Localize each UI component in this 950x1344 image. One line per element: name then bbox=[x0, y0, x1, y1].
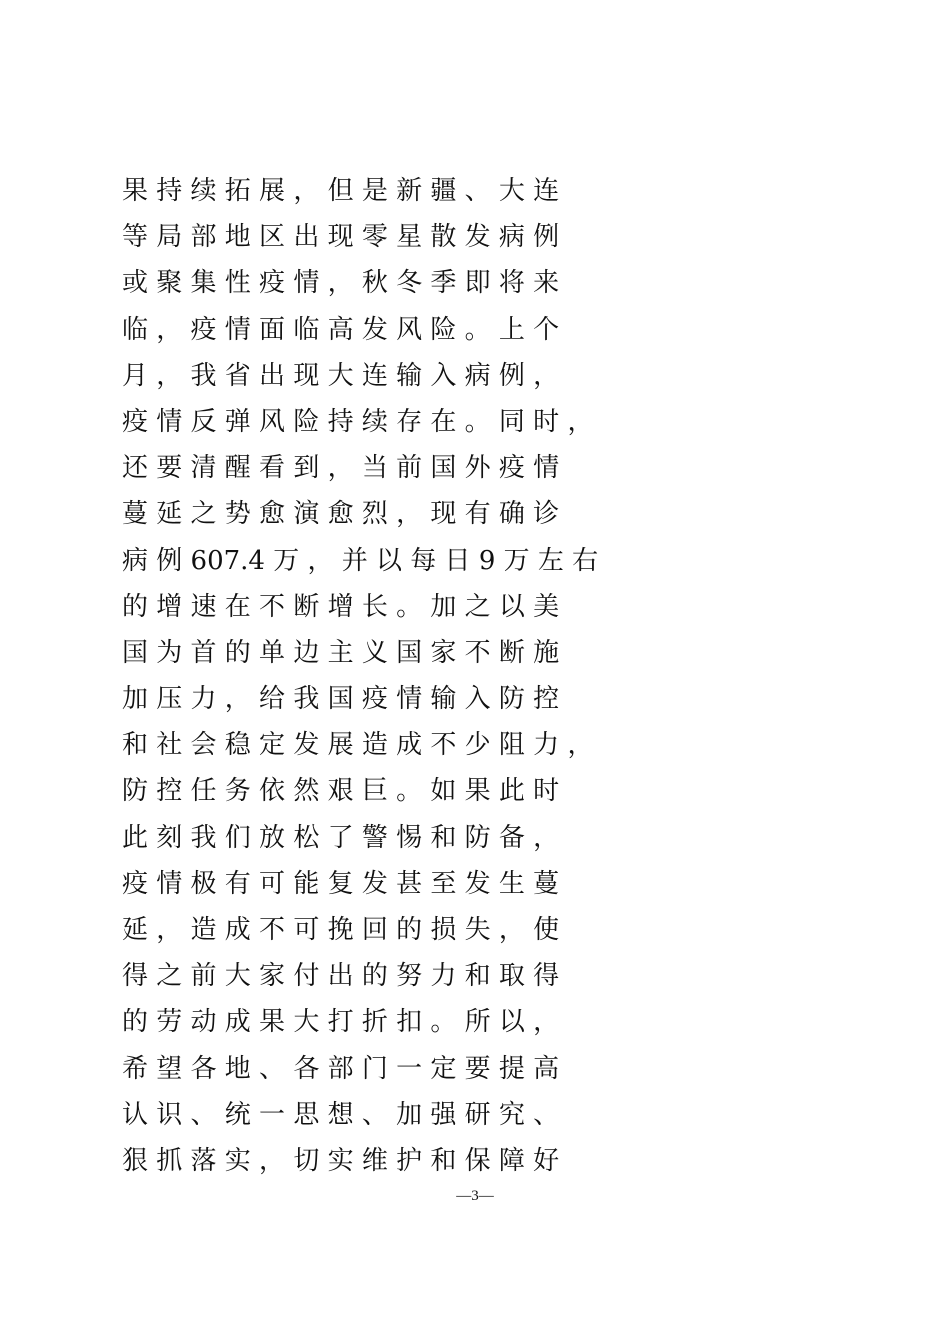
text-line: 病 例 607.4 万 ， 并 以 每 日 9 万 左 右 bbox=[122, 545, 599, 576]
text-line: 蔓 延 之 势 愈 演 愈 烈 ， 现 有 确 诊 bbox=[122, 499, 560, 530]
text-line: 临 ， 疫 情 面 临 高 发 风 险 。 上 个 bbox=[122, 314, 560, 345]
text-line: 此 刻 我 们 放 松 了 警 惕 和 防 备 ， bbox=[122, 822, 560, 853]
text-line: 国 为 首 的 单 边 主 义 国 家 不 断 施 bbox=[122, 637, 560, 668]
text-line: 月 ， 我 省 出 现 大 连 输 入 病 例 ， bbox=[122, 360, 560, 391]
text-line: 和 社 会 稳 定 发 展 造 成 不 少 阻 力 ， bbox=[122, 730, 594, 761]
text-line: 加 压 力 ， 给 我 国 疫 情 输 入 防 控 bbox=[122, 684, 560, 715]
text-line: 还 要 清 醒 看 到 ， 当 前 国 外 疫 情 bbox=[122, 453, 560, 484]
text-line: 的 劳 动 成 果 大 打 折 扣 。 所 以 ， bbox=[122, 1007, 560, 1038]
text-line: 狠 抓 落 实 ， 切 实 维 护 和 保 障 好 bbox=[122, 1145, 560, 1176]
text-line: 希 望 各 地 、 各 部 门 一 定 要 提 高 bbox=[122, 1053, 560, 1084]
text-line: 疫 情 反 弹 风 险 持 续 存 在 。 同 时 ， bbox=[122, 406, 594, 437]
text-line: 疫 情 极 有 可 能 复 发 甚 至 发 生 蔓 bbox=[122, 868, 560, 899]
text-line: 的 增 速 在 不 断 增 长 。 加 之 以 美 bbox=[122, 591, 560, 622]
text-line: 果 持 续 拓 展 ， 但 是 新 疆 、 大 连 bbox=[122, 176, 560, 206]
text-line: 延 ， 造 成 不 可 挽 回 的 损 失 ， 使 bbox=[122, 915, 560, 945]
text-line: 或 聚 集 性 疫 情 ， 秋 冬 季 即 将 来 bbox=[122, 268, 560, 299]
text-line: 防 控 任 务 依 然 艰 巨 。 如 果 此 时 bbox=[122, 776, 560, 807]
page-number: —3— bbox=[456, 1188, 494, 1204]
text-line: 得 之 前 大 家 付 出 的 努 力 和 取 得 bbox=[122, 961, 560, 992]
text-line: 等 局 部 地 区 出 现 零 星 散 发 病 例 bbox=[122, 222, 560, 253]
text-line: 认 识 、 统 一 思 想 、 加 强 研 究 、 bbox=[122, 1099, 560, 1130]
body-text bbox=[122, 168, 842, 1184]
